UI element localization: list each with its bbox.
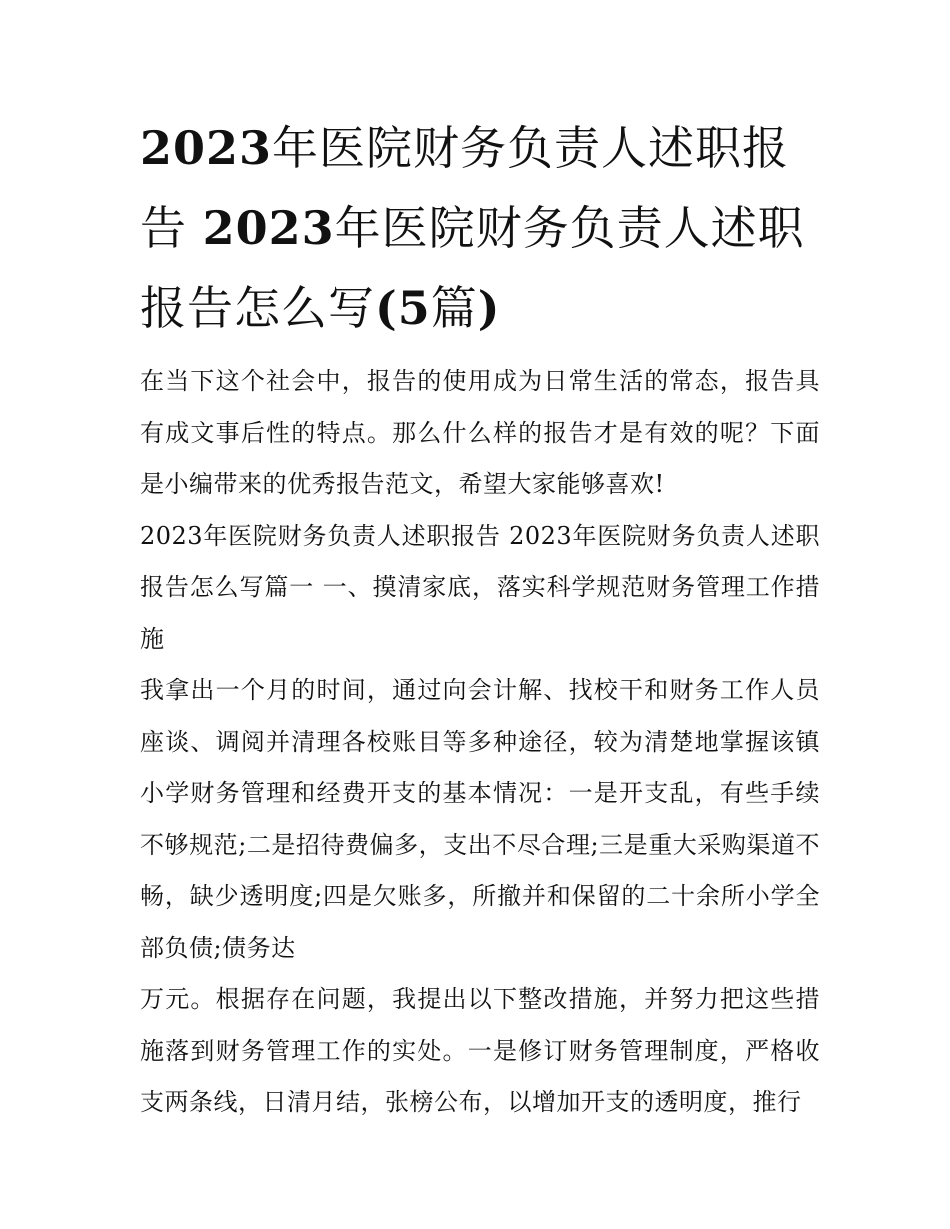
paragraph-intro: 在当下这个社会中，报告的使用成为日常生活的常态，报告具有成文事后性的特点。那么什么样的报告才是有效的呢？下面是小编带来的优秀报告范文，希望大家能够喜欢! (140, 367, 820, 498)
document-body (140, 356, 820, 1129)
paragraph-section-heading: 2023年医院财务负责人述职报告 2023年医院财务负责人述职报告怎么写篇一 一、摸清家底，落实科学规范财务管理工作措施 (140, 521, 820, 653)
paragraph-findings: 我拿出一个月的时间，通过向会计解、找校干和财务工作人员座谈、调阅并清理各校账目等多种途径，较为清楚地掌握该镇小学财务管理和经费开支的基本情况：一是开支乱，有些手续不够规范;二是招待费偏多，支出不尽合理;三是重大采购渠道不畅，缺少透明度;四是欠账多，所撤并和保留的二十余所小学全部负债;债务达 (140, 676, 820, 962)
document-title: 2023年医院财务负责人述职报告 2023年医院财务负责人述职报告怎么写(5篇) (140, 121, 805, 335)
paragraph-measures: 万元。根据存在问题，我提出以下整改措施，并努力把这些措施落到财务管理工作的实处。一是修订财务管理制度，严格收支两条线，日清月结，张榜公布，以增加开支的透明度，推行 (140, 985, 820, 1116)
